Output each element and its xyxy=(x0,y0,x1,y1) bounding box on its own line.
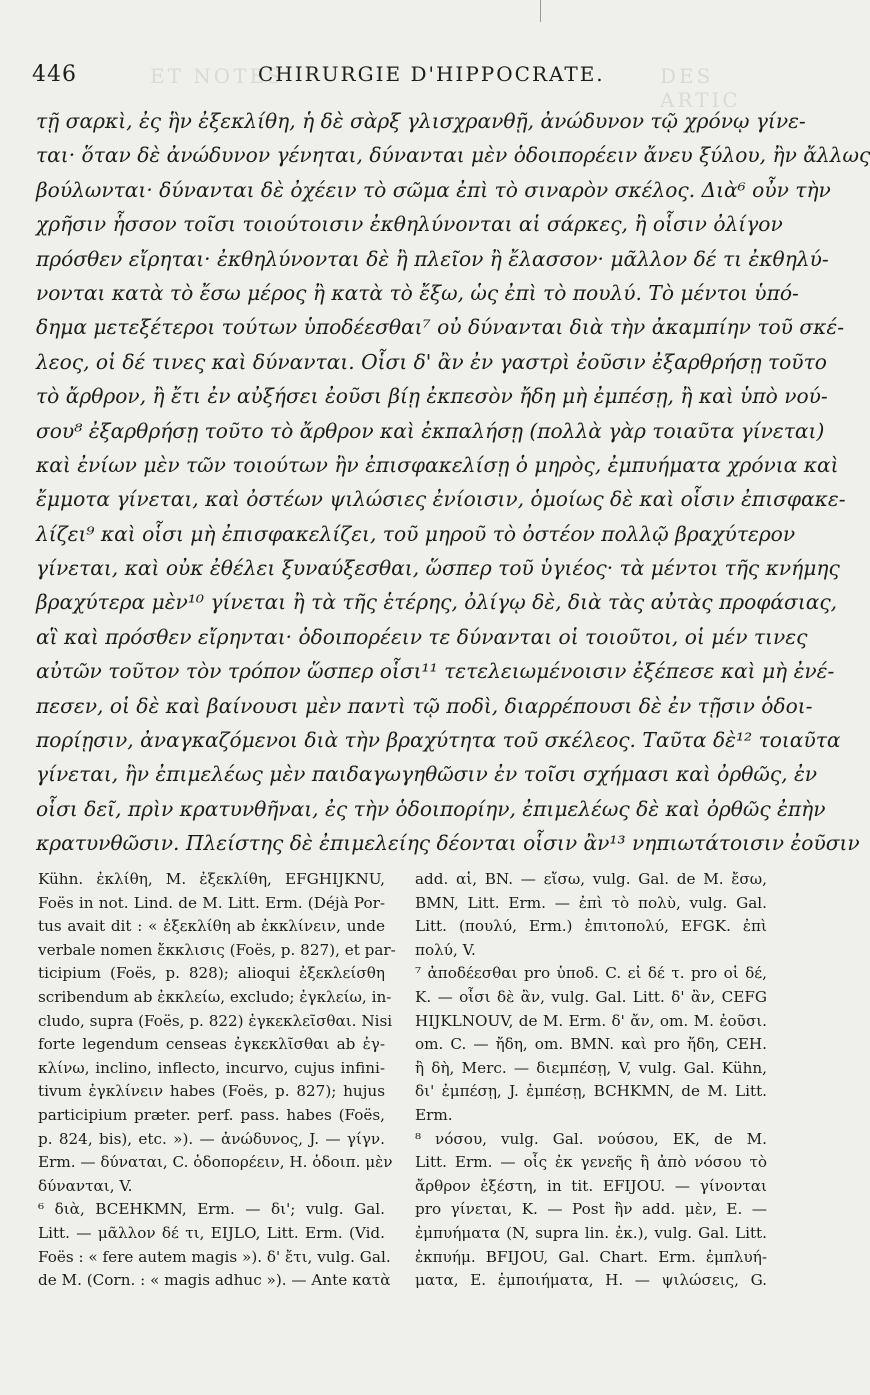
footnote-line: ticipium (Foës, p. 828); alioqui ἐξεκλείσθη xyxy=(38,964,385,983)
footnote-line: ματα, E. ἐμποιήματα, H. — ψιλώσεις, G. xyxy=(415,1271,767,1290)
bleed-through-text-right: DES ARTIC xyxy=(660,64,741,112)
page-edge-mark xyxy=(540,0,541,22)
footnote-line: ⁷ ἀποδέεσθαι pro ὑποδ. C. εἰ δέ τ. pro οἱ δέ, xyxy=(415,964,767,983)
text-line: βούλωνται· δύνανται δὲ ὀχέειν τὸ σῶμα ἐπὶ τὸ σιναρὸν σκέλος. Διὰ⁶ οὖν τὴν xyxy=(36,177,831,202)
footnote-line: πολύ, V. xyxy=(415,940,476,959)
text-line: ται· ὅταν δὲ ἀνώδυνον γένηται, δύνανται μὲν ὁδοιπορέειν ἄνευ ξύλου, ἢν ἄλλως xyxy=(36,143,870,168)
footnote-line: p. 824, bis), etc. »). — ἀνώδυνος, J. — γίγν. xyxy=(38,1129,385,1148)
footnote-line: forte legendum censeas ἐγκεκλῖσθαι ab ἐγ- xyxy=(38,1035,385,1054)
text-line: κρατυνθῶσιν. Πλείστης δὲ ἐπιμελείης δέονται οἷσιν ἂν¹³ νηπιωτάτοισιν ἐοῦσιν xyxy=(36,831,860,856)
text-line: νονται κατὰ τὸ ἔσω μέρος ἢ κατὰ τὸ ἔξω, ὡς ἐπὶ τὸ πουλύ. Τὸ μέντοι ὑπό- xyxy=(36,280,799,305)
footnote-line: scribendum ab ἐκκλείω, excludo; ἐγκλείω, in- xyxy=(38,987,392,1006)
footnotes-right-column xyxy=(415,868,767,1293)
page-number: 446 xyxy=(32,62,77,87)
bleed-through-text-left: ET NOTES xyxy=(150,64,284,88)
footnote-line: ἐμπυήματα (N, supra lin. ἐκ.), vulg. Gal. Litt. xyxy=(415,1223,767,1242)
footnote-line: ⁶ διὰ, BCEHKMN, Erm. — δι'; vulg. Gal. xyxy=(38,1200,385,1219)
footnote-line: Litt. — μᾶλλον δέ τι, EIJLO, Litt. Erm. (Vid. xyxy=(38,1223,385,1242)
text-line: βραχύτερα μὲν¹⁰ γίνεται ἢ τὰ τῆς ἑτέρης, ὀλίγῳ δὲ, διὰ τὰς αὐτὰς προφάσιας, xyxy=(36,590,838,615)
text-line: πρόσθεν εἴρηται· ἐκθηλύνονται δὲ ἢ πλεῖον ἢ ἔλασσον· μᾶλλον δέ τι ἐκθηλύ- xyxy=(36,246,829,271)
text-line: λεος, οἱ δέ τινες καὶ δύνανται. Οἷσι δ' ἂν ἐν γαστρὶ ἐοῦσιν ἐξαρθρήσῃ τοῦτο xyxy=(36,349,827,374)
text-line: πεσεν, οἱ δὲ καὶ βαίνουσι μὲν παντὶ τῷ ποδὶ, διαρρέπουσι δὲ ἐν τῇσιν ὁδοι- xyxy=(36,693,813,718)
text-line: χρῆσιν ἧσσον τοῖσι τοιούτοισιν ἐκθηλύνονται αἱ σάρκες, ἢ οἷσιν ὀλίγον xyxy=(36,212,783,237)
footnote-line: ἢ δὴ, Merc. — διεμπέσῃ, V, vulg. Gal. Kühn, xyxy=(415,1058,767,1077)
footnotes-left-column xyxy=(38,868,396,1293)
text-line: πορίῃσιν, ἀναγκαζόμενοι διὰ τὴν βραχύτητα τοῦ σκέλεος. Ταῦτα δὲ¹² τοιαῦτα xyxy=(36,728,841,753)
text-line: γίνεται, καὶ οὐκ ἐθέλει ξυναύξεσθαι, ὥσπερ τοῦ ὑγιέος· τὰ μέντοι τῆς κνήμης xyxy=(36,556,840,581)
text-line: αἳ καὶ πρόσθεν εἴρηνται· ὁδοιπορέειν τε δύνανται οἱ τοιοῦτοι, οἱ μέν τινες xyxy=(36,624,808,649)
footnote-line: verbale nomen ἔκκλισις (Foës, p. 827), et par- xyxy=(38,940,396,959)
footnote-line: tivum ἐγκλίνειν habes (Foës, p. 827); hujus xyxy=(38,1082,385,1101)
footnote-line: Litt. (πουλύ, Erm.) ἐπιτοπολύ, EFGK. ἐπὶ xyxy=(415,917,767,936)
footnote-line: HIJKLNOUV, de M. Erm. δ' ἄν, om. M. ἐοῦσι. xyxy=(415,1011,767,1030)
footnote-line: Erm. — δύναται, C. ὁδοπορέειν, H. ὁδοιπ. μὲν xyxy=(38,1153,393,1172)
text-line: σου⁸ ἐξαρθρήσῃ τοῦτο τὸ ἄρθρον καὶ ἐκπαλήσῃ (πολλὰ γὰρ τοιαῦτα γίνεται) xyxy=(36,418,825,443)
text-line: τὸ ἄρθρον, ἢ ἔτι ἐν αὐξήσει ἐοῦσι βίῃ ἐκπεσὸν ἤδη μὴ ἐμπέσῃ, ἢ καὶ ὑπὸ νού- xyxy=(36,384,828,409)
footnote-line: om. C. — ἤδη, om. BMN. καὶ pro ἤδη, CEH. xyxy=(415,1035,767,1054)
footnote-line: tus avait dit : « ἐξεκλίθη ab ἐκκλίνειν, unde xyxy=(38,917,385,936)
footnote-line: ⁸ νόσου, vulg. Gal. νούσου, EK, de M. xyxy=(415,1129,767,1148)
text-line: οἷσι δεῖ, πρὶν κρατυνθῆναι, ἐς τὴν ὁδοιπορίην, ἐπιμελέως δὲ καὶ ὀρθῶς ἐπὴν xyxy=(36,796,826,821)
footnote-line: cludo, supra (Foës, p. 822) ἐγκεκλεῖσθαι. Nisi xyxy=(38,1011,393,1030)
footnote-line: ἄρθρον ἐξέστη, in tit. EFIJOU. — γίνονται xyxy=(415,1176,767,1195)
footnote-line: add. αἱ, BN. — εἴσω, vulg. Gal. de M. ἔσω, xyxy=(415,870,767,888)
footnote-line: K. — οἷσι δὲ ἂν, vulg. Gal. Litt. δ' ἂν, CEFG xyxy=(415,987,767,1006)
footnote-line: κλίνω, inclino, inflecto, incurvo, cujus infini- xyxy=(38,1058,385,1077)
footnote-line: δύνανται, V. xyxy=(38,1176,133,1195)
footnote-line: δι' ἐμπέσῃ, J. ἐμπέσῃ, BCHKMN, de M. Litt. xyxy=(415,1082,767,1101)
footnote-line: BMN, Litt. Erm. — ἐπὶ τὸ πολὺ, vulg. Gal. xyxy=(415,893,767,912)
text-line: λίζει⁹ καὶ οἷσι μὴ ἐπισφακελίζει, τοῦ μηροῦ τὸ ὀστέον πολλῷ βραχύτερον xyxy=(36,521,796,546)
text-line: γίνεται, ἢν ἐπιμελέως μὲν παιδαγωγηθῶσιν ἐν τοῖσι σχήμασι καὶ ὀρθῶς, ἐν xyxy=(36,762,818,787)
footnote-line: Foës : « fere autem magis »). δ' ἔτι, vulg. Gal. xyxy=(38,1247,391,1266)
text-line: δημα μετεξέτεροι τούτων ὑποδέεσθαι⁷ οὐ δύνανται διὰ τὴν ἀκαμπίην τοῦ σκέ- xyxy=(36,315,845,340)
footnote-line: pro γίνεται, K. — Post ἢν add. μὲν, E. — xyxy=(415,1200,767,1219)
greek-main-text xyxy=(36,104,870,861)
footnote-line: de M. (Corn. : « magis adhuc »). — Ante κατὰ xyxy=(38,1271,391,1290)
footnote-line: Litt. Erm. — οἷς ἐκ γενεῆς ἢ ἀπὸ νόσου τὸ xyxy=(415,1153,767,1172)
footnote-line: Erm. xyxy=(415,1105,453,1124)
text-line: αὐτῶν τοῦτον τὸν τρόπον ὥσπερ οἷσι¹¹ τετελειωμένοισιν ἐξέπεσε καὶ μὴ ἐνέ- xyxy=(36,659,835,684)
footnote-line: ἐκπυήμ. BFIJOU, Gal. Chart. Erm. ἐμπλυή- xyxy=(415,1247,767,1266)
running-title: CHIRURGIE D'HIPPOCRATE. xyxy=(258,62,605,86)
footnote-line: participium præter. perf. pass. habes (Foës, xyxy=(38,1105,385,1124)
footnote-line: Kühn. ἐκλίθη, M. ἐξεκλίθη, EFGHIJKNU, xyxy=(38,870,385,888)
text-line: καὶ ἐνίων μὲν τῶν τοιούτων ἢν ἐπισφακελίσῃ ὁ μηρὸς, ἐμπυήματα χρόνια καὶ xyxy=(36,452,839,477)
footnote-line: Foës in not. Lind. de M. Litt. Erm. (Déjà Por- xyxy=(38,893,385,912)
text-line: ἔμμοτα γίνεται, καὶ ὀστέων ψιλώσιες ἐνίοισιν, ὁμοίως δὲ καὶ οἷσιν ἐπισφακε- xyxy=(36,487,846,512)
page-header xyxy=(0,62,800,96)
text-line: τῇ σαρκὶ, ἐς ἣν ἐξεκλίθη, ἡ δὲ σὰρξ γλισχρανθῇ, ἀνώδυνον τῷ χρόνῳ γίνε- xyxy=(36,109,806,133)
